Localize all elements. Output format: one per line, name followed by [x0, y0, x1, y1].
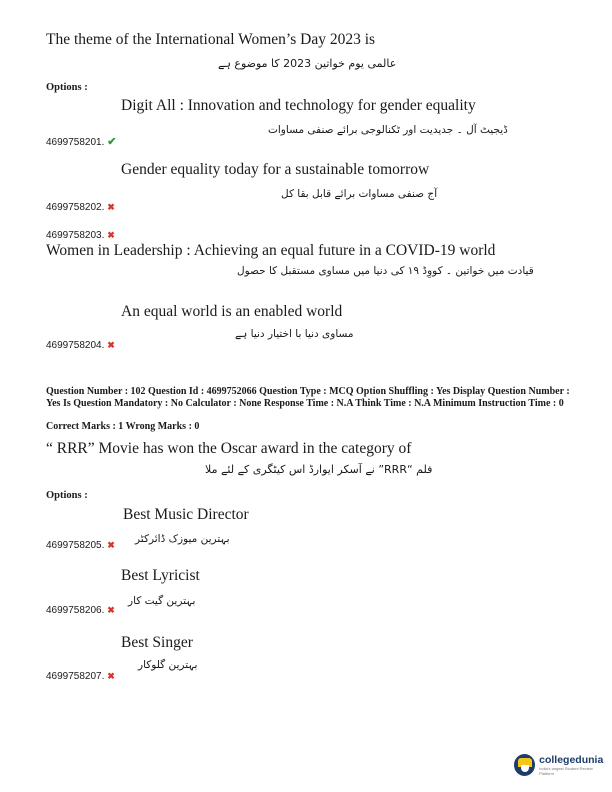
cross-icon: ✖ [107, 671, 115, 681]
option-text: Digit All : Innovation and technology for gender equality [121, 97, 476, 114]
option-id: 4699758202. ✖ [46, 202, 115, 213]
options-label: Options : [46, 82, 88, 93]
question-2-text: “ RRR” Movie has won the Oscar award in the category of [46, 440, 412, 457]
logo-tagline: India's largest Student Review Platform [539, 766, 593, 776]
cross-icon: ✖ [107, 202, 115, 212]
question-1-text: The theme of the International Women’s Day 2023 is [46, 31, 376, 48]
logo-name: collegedunia [539, 754, 604, 766]
option-text: Best Singer [121, 634, 193, 651]
option-id: 4699758206. ✖ [46, 605, 115, 616]
cross-icon: ✖ [107, 540, 115, 550]
question-2-urdu: فلم “RRR” نے آسکر ایوارڈ اس کیٹگری کے لئے ملا [205, 463, 433, 476]
option-text: Best Music Director [123, 506, 249, 523]
question-marks: Correct Marks : 1 Wrong Marks : 0 [46, 421, 200, 432]
option-id: 4699758207. ✖ [46, 671, 115, 682]
cross-icon: ✖ [107, 605, 115, 615]
option-urdu: مساوی دنیا با اختیار دنیا ہے [235, 328, 354, 340]
option-id: 4699758201. ✔ [46, 136, 117, 148]
question-meta: Question Number : 102 Question Id : 4699752066 Question Type : MCQ Option Shuffling : Yes Display Question Number : Yes Is Question Mandatory : No Calculator : None Response Time : N.A Think Time : N.A Minimum Instruction Time : 0 [46, 386, 570, 409]
graduate-icon [514, 754, 535, 776]
option-id: 4699758205. ✖ [46, 540, 115, 551]
option-urdu: بہترین میوزک ڈائرکٹر [135, 533, 230, 545]
option-urdu: آج صنفی مساوات برائے قابل بقا کل [281, 188, 438, 200]
option-urdu: بہترین گیت کار [128, 595, 196, 607]
option-urdu: ڈیجیٹ آل ۔ جدیدیت اور ٹکنالوجی برائے صنفی مساوات [268, 124, 508, 136]
option-id: 4699758204. ✖ [46, 340, 115, 351]
option-text: Best Lyricist [121, 567, 200, 584]
cross-icon: ✖ [107, 230, 115, 240]
option-urdu: قیادت میں خواتین ۔ کووِڈ ۱۹ کی دنیا میں مساوی مستقبل کا حصول [237, 265, 534, 277]
question-1-urdu: عالمی یوم خواتین 2023 کا موضوع ہے [218, 57, 397, 70]
option-urdu: بہترین گلوکار [138, 659, 198, 671]
option-text: An equal world is an enabled world [121, 303, 343, 320]
option-text: Gender equality today for a sustainable tomorrow [121, 161, 430, 178]
cross-icon: ✖ [107, 340, 115, 350]
option-id: 4699758203. ✖ [46, 230, 115, 241]
check-icon: ✔ [107, 136, 117, 148]
option-text: Women in Leadership : Achieving an equal future in a COVID-19 world [46, 242, 496, 259]
collegedunia-logo [514, 752, 606, 778]
options-label: Options : [46, 490, 88, 501]
